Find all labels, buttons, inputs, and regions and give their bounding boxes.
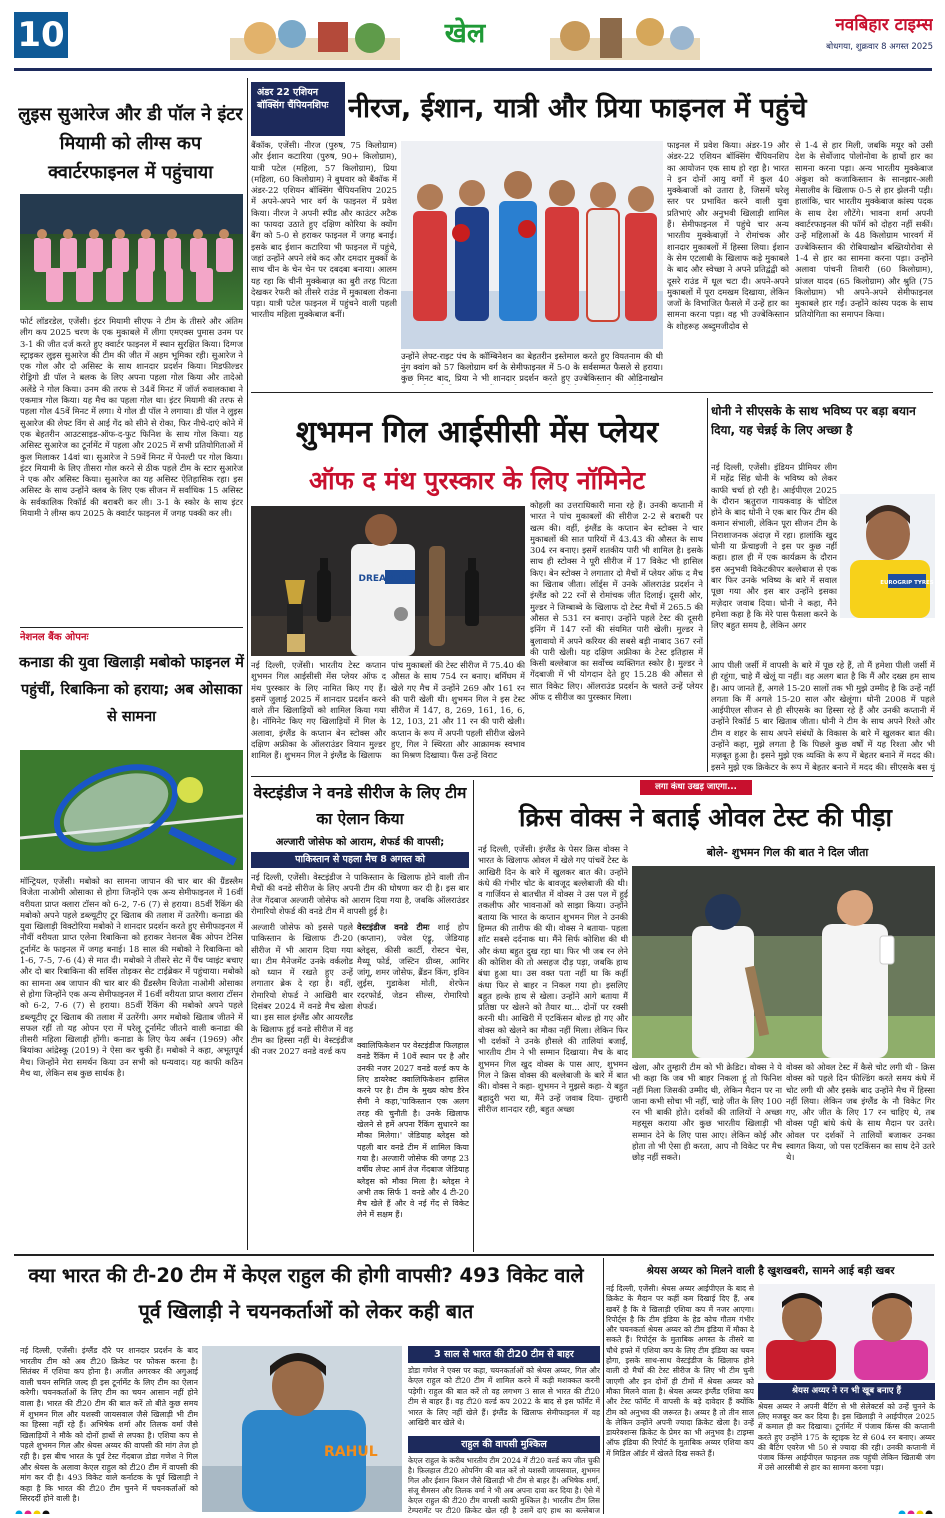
rahul-jersey-name: RAHUL	[324, 1444, 378, 1460]
tennis-body: मॉन्ट्रियल, एजेंसी। मबोको का सामना जापान की चार बार की ग्रैंडस्लैम विजेता नाओमी ओसाका से होगा जिन्होंने एक अन्य सेमीफाइनल में 16वीं वरीयता प्राप्त क्लारा टॉसन को 6-2, 7-6 (7) से हराया। 85वीं रैंकिंग की मबोको अपने पहले डब्ल्यूटीए टूर खिताब की तलाश में उतरेंगी। कनाडा की युवा खिलाड़ी विक्टोरिया मबोको ने शानदार प्रदर्शन करते हुए सेमीफाइनल में नौवीं वरीयता प्राप्त एलेना रिबाकिना को हराकर नेशनल बैंक ओपन टेनिस टूर्नामेंट के फाइनल में जगह बनाई। 18 साल की मबोको ने रिबाकिना को 1-6, 7-5, 7-6 (4) से मात दी। मबोको ने तीसरे सेट में पैंच प्वाइंट बचाए और दो बार रिबाकिना की सर्विस तोड़कर सेट टाईब्रेकर में पहुंचाया। मबोको का सामना अब जापान की चार बार की ग्रैंडस्लैम विजेता नाओमी ओसाका से होगा जिन्होंने एक अन्य सेमीफाइनल में 16वीं वरीयता प्राप्त क्लारा टॉसन को 6-2, 7-6 (7) से हराया। 85वीं रैंकिंग की मबोको अपने पहले डब्ल्यूटीए टूर खिताब की तलाश में उतरेंगी। अगर मबोको खिताब जीतने में सफल रहीं तो यह ओपन एरा में घरेलू टूर्नामेंट जीतने वाली कनाडा की तीसरी महिला खिलाड़ी होंगी। कनाडा के लिए फेय अर्बन (1969) और बियांका आंद्रेस्कू (2019) ने ऐसा कर चुकी हैं। मबोको ने कहा, अभूतपूर्व मैच। जिन्होंने मेरा समर्थन किया उन सभी को धन्यवाद। यह काफी कठिन मैच था, लेकिन सब कुछ सार्थक है।	[20, 876, 243, 1079]
registration-marks	[14, 1504, 934, 1514]
suarez-headline: लुइस सुआरेज और डी पॉल ने इंटर मियामी को लीग्स कप क्वार्टरफाइनल में पहुंचाया	[18, 104, 243, 183]
iyer-box-title: श्रेयस अय्यर ने रन भी खूब बनाए हैं	[792, 1386, 901, 1396]
page-number-box	[14, 12, 68, 58]
rahul-box1-title: 3 साल से भारत की टी20 टीम से बाहर	[434, 1349, 574, 1360]
windies-sub1: अल्जारी जोसेफ को आराम, शेफर्ड की वापसी;	[275, 837, 445, 848]
boxing-col3: फाइनल में प्रवेश किया। अंडर-19 और अंडर-22 एशियन बॉक्सिंग चैंपियनशिप का आयोजन एक साथ हो रहा है। भारत ने इन दोनों आयु वर्गों में कुल 40 मुक्केबाजों को उतारा है, जिसमें घरेलू स्तर पर प्रभावित करने वाली युवा प्रतिभाएं और अनुभवी खिलाड़ी शामिल हैं। सेमीफाइनल में पहुंचे चार अन्य भारतीय मुक्केबाज़ों ने रोमांचक और शानदार मुकाबलों में हिस्सा लिया। ईशान के सेम एटलाबी के खिलाफ कड़े मुकाबले के बाद और स्वेच्छा ने अपने प्रतिद्वंद्वी को दूसरे राउंड में धूल चटा दी। अपने-अपने मुकाबलों में पूरा दमखम दिखाया, लेकिन जजों के विभाजित फैसले में उन्हें हार का सामना करना पड़ा। वह भी उज्बेकिस्तान के शोहरूह अब्दुमजीदोव से	[667, 140, 789, 331]
woakes-kicker: लगा कंधा उखड़ जाएगा...	[655, 782, 737, 792]
dhoni-body2: आप पीली जर्सी में वापसी के बारे में पूछ रहे हैं, तो मैं हमेशा पीली जर्सी में ही रहूंगा, चाहे मैं खेलूं या नहीं। वह अलग बात है कि मैं और दख्स हम साथ हैं। आप जानते हैं, अगले 15-20 सालों तक भी मुझे उम्मीद है कि उन्हें नहीं लगता कि मैं अगले 15-20 साल और खेलूंगा। धोनी 2008 में पहले आईपीएल सीजन से ही सीएसके का हिस्सा रहे हैं और उनकी कप्तानी में उन्होंने रिकॉर्ड 5 बार खिताब जीता। धोनी ने टीम के साथ अपने रिश्ते और टीम व शहर के साथ अपने संबंधों के विकास के बारे में खुलकर बात की। उन्होंने कहा, मुझे लगता है कि पिछले कुछ वर्षों में यह रिश्ता और भी मज़बूत हुआ है। इसने मुझे एक व्यक्ति के रूप में बेहतर बनाने में मदद की। इसने मुझे एक क्रिकेटर के रूप में बेहतर बनाने में मदद की। सीएसके बस यूं	[711, 660, 935, 772]
boxing-photo-caption: उन्होंने लेफ्ट-राइट पंच के कॉम्बिनेशन का बेहतरीन इस्तेमाल करते हुए वियतनाम की थी नुंग क्वांग को 57 किलोग्राम वर्ग के सेमीफाइनल में 5-0 के सर्वसम्मत फैसले से हराया। कुछ मिनट बाद, प्रिया ने भी शानदार प्रदर्शन करते हुए उज्बेकिस्तान की ओडिनाखोन	[401, 351, 663, 383]
rahul-photo	[202, 1346, 402, 1512]
suarez-team-photo	[20, 194, 243, 310]
dhoni-jersey-sponsor: EUROGRIP TYRES	[880, 580, 934, 586]
boxing-col4: से 1-4 से हार मिली, जबकि मयूर को उसी देश के सेर्वोजाद पोलोनोवा के हाथों हार का सामना करना पड़ा। अन्य भारतीय मुक्केबाज अंकुश को कजाकिस्तान के सानझार-अली मेसालीव के खिलाफ 0-5 से हार झेलनी पड़ी। हालांकि, चार भारतीय मुक्केबाज कांस्य पदक के साथ देश लौटेंगे। भावना शर्मा अपनी क्वार्टरफाइनल की फॉर्म को दोहरा नहीं सकीं। उन्हें महिलाओं के 48 किलोग्राम भारवर्ग में उज्बेकिस्तान की रोबियाखोन बख्तियोरोवा से 1-4 से हार का सामना करना पड़ा। उन्होंने अलावा पांचनी तिवारी (60 किलोग्राम), प्रांजल यादव (65 किलोग्राम) और श्रुति (75 किलोग्राम) भी अपने-अपने सेमीफाइनल मुकाबले हार गईं। उन्होंने कांस्य पदक के साथ प्रतियोगिता का समापन किया।	[795, 140, 933, 320]
windies-squad-title: वेस्टइंडीज वनडे टीमः	[357, 922, 430, 932]
rahul-box2-title: राहुल की वापसी मुश्किल	[461, 1439, 547, 1450]
rahul-box2-title-box	[408, 1436, 600, 1453]
windies-squad-list: शाई होप (कप्तान), ज्वेल एंड्रू, जेडियाह ब्लेड्स, कीसी कार्टी, रोस्टन चेस, मैथ्यू फोर्ड, जस्टिन ग्रीव्स, आमिर जांगू, शमर जोसेफ, ब्रैंडन किंग, इविन लुईस, गुडाकेश मोती, शेरफेन रदरफोर्ड, जेडन सील्स, रोमारियो शेफर्ड।	[357, 922, 469, 1012]
iyer-photo	[758, 1284, 935, 1380]
paper-name: नवबिहार टाइम्स	[835, 15, 933, 35]
boxing-kicker-box	[251, 82, 345, 136]
page-number: 10	[17, 15, 65, 55]
tennis-headline: कनाडा की युवा खिलाड़ी मबोको फाइनल में पहुंचीं, रिबाकिना को हराया; अब ओसाका से सामना	[19, 655, 244, 725]
rahul-box2-body: केएल राहुल के करीब भारतीय टीम 2024 में टी20 वर्ल्ड कप जीत चुकी है। फ़िलहाल टी20 ओपनिंग की बात करें तो यशस्वी जायसवाल, शुभमन गिल और ईशान किशन जैसे खिलाड़ी भी टीम से बाहर हैं। अभिषेक शर्मा, संजू सैमसन और तिलक वर्मा ने भी अब अपना दावा कर दिया है। ऐसे में केएल राहुल की टी20 टीम वापसी काफी मुश्किल है। भारतीय टीम लिस टेम्परामेंट पर टी20 क्रिकेट खेल रही है उसमें दाएं हाथ का बल्लेबाज	[408, 1456, 600, 1514]
windies-headline: वेस्टइंडीज ने वनडे सीरीज के लिए टीम का ऐलान किया	[253, 784, 467, 828]
windies-tail: क्वालिफिकेशन पर वेस्टइंडीज फिलहाल वनडे रैंकिंग में 10वें स्थान पर है और उनकी नजर 2027 वनडे वर्ल्ड कप के लिए डायरेक्ट क्वालिफिकेशन हासिल करने पर है। टीम के मुख्य कोच डैरेन सैमी ने कहा,'पाकिस्तान एक अलग तरह की चुनौती है। उनके खिलाफ खेलने से हमें अपना रैंकिंग सुधारने का मौका मिलेगा।' जेडियाह ब्लेड्स को पहली बार वनडे टीम में शामिल किया गया है। अल्जारी जोसेफ की जगह 23 वर्षीय लेफ्ट आर्म तेज गेंदबाज जेडियाह ब्लेड्स को मौका मिला है। ब्लेड्स ने अभी तक सिर्फ 1 वनडे और 4 टी-20 मैच खेले हैं और वे नई गेंद से विकेट लेने में सक्षम हैं।	[357, 1041, 469, 1220]
woakes-divider	[473, 780, 474, 1252]
dhoni-body1: नई दिल्ली, एजेंसी। इंडियन प्रीमियर लीग में महेंद्र सिंह धोनी के भविष्य को लेकर काफी चर्चा हो रही है। आईपीएल 2025 के दौरान ऋतुराज गायकवाड़ के चोटिल होने के बाद धोनी ने एक बार फिर टीम की कमान संभाली, लेकिन पूरा सीजन टीम के निराशाजनक अंदाज़ में रहा। हालांकि खुद धोनी या फ्रेंचाइजी ने इस पर कुछ नहीं कहा। हाल ही में एक कार्यक्रम के दौरान इस अनुभवी विकेटकीपर बल्लेबाज से एक बार फिर उनके भविष्य के बारे में सवाल पूछा गया और इस बार उन्होंने इसका मज़ेदार जवाब दिया। धोनी ने कहा, मैंने हमेशा कहा है कि मेरे पास फैसला करने के लिए बहुत समय है, लेकिन अगर	[711, 462, 837, 631]
gill-side-text: कोहली का उत्तराधिकारी माना रहे हैं। उनकी कप्तानी में भारत ने पांच मुकाबलों की सीरीज 2-2 से बराबरी पर खत्म की। वहीं, इंग्लैंड के कप्तान बेन स्टोक्स ने चार मुकाबलों की सात पारियों में 43.43 की औसत के साथ 304 रन बनाए। इसमें शतकीय पारी भी शामिल है। इसके साथ ही स्टोक्स ने पूरी सीरीज में 17 विकेट भी हासिल किए। बेन स्टोक्स ने लगातार दो मैचों में प्लेयर ऑफ द मैच का खिताब जीता। लॉर्ड्स में उनके ऑलराउंड प्रदर्शन ने इंग्लैंड को 22 रनों से रोमांचक जीत दिलाई। दूसरी ओर, मुल्डर ने जिम्बाब्वे के खिलाफ दो टेस्ट मैचों में 265.5 की औसत से 531 रन बनाए। उन्होंने पहले टेस्ट की दूसरी इनिंग में 147 रनों की संयमित पारी खेली। मुल्डर ने बुलावायो में अपने करियर की सबसे बड़ी नाबाद 367 रनों की पारी खेली। यह दक्षिण अफ्रीका के टेस्ट इतिहास में किसी बल्लेबाज का सर्वोच्च व्यक्तिगत स्कोर है। मुल्डर ने गेंदबाजी में भी योगदान देते हुए 15.28 की औसत से सात विकेट लिए। ऑलराउंड प्रदर्शन के चलते उन्हें प्लेयर ऑफ द सीरीज का पुरस्कार मिला।	[530, 500, 703, 703]
masthead-banner	[230, 8, 700, 64]
mid-rule	[251, 776, 933, 777]
dhoni-photo	[840, 494, 935, 618]
windies-sub2: पाकिस्तान से पहला मैच 8 अगस्त को	[295, 854, 425, 865]
woakes-kicker-box	[640, 780, 752, 795]
woakes-headline: क्रिस वोक्स ने बताई ओवल टेस्ट की पीड़ा	[519, 803, 892, 832]
windies-squad-box	[357, 922, 469, 1034]
rahul-box1-title-box	[408, 1346, 600, 1363]
iyer-headline: श्रेयस अय्यर को मिलने वाली है खुशखबरी, सामने आई बड़ी खबर	[646, 1265, 895, 1277]
dateline: बोधगया, शुक्रवार 8 अगस्त 2025	[826, 42, 933, 52]
iyer-body: नई दिल्ली, एजेंसी। श्रेयस अय्यर आईपीएल के बाद से क्रिकेट के मैदान पर कहीं कम दिखाई दिए हैं, अब खबरें है कि वे खिलाड़ी एशिया कप में नजर आएगा। रिपोर्ट्स है कि टीम इंडिया के हेड कोच गौतम गंभीर और चयनकर्ता श्रेयस अय्यर को टीम इंडिया में मौका दे सकते हैं। रिपोर्ट्स के मुताबिक अगस्त के तीसरे या चौथे हफ्ते में एशिया कप के लिए टीम इंडिया का चयन होगा, इसके साथ-साथ वेस्टइंडीज के खिलाफ होने वाली दो मैचों की टेस्ट सीरीज के लिए भी टीम चुनी जाएगी और इन दोनों ही टीमों में श्रेयस अय्यर को मौका मिलने वाला है। श्रेयस अय्यर इंग्लैंड एशिया कप और टेस्ट फॉर्मेट में वापसी के बड़े दावेदार हैं क्योंकि टीम को अनुभव की जरूरत है। अय्यर है तो तीन साल के लेकिन उन्होंने अपनी ज्यादा क्रिकेट खेला है। उन्हें डायरेक्शन्स क्रिकेट के प्रेमर का भी अनुभव है। टाइम्स ऑफ इंडिया की रिपोर्ट के मुताबिक अय्यर एशिया कप में मिडिल ऑर्डर में खेलते दिख सकते हैं।	[606, 1284, 754, 1458]
iyer-box-title-box	[758, 1383, 935, 1400]
boxing-headline: नीरज, ईशान, यात्री और प्रिया फाइनल में पहुंचे	[348, 93, 807, 124]
suarez-body: फोर्ट लॉडरडेल, एजेंसी। इंटर मियामी सीएफ ने टीम के तीसरे और अंतिम लीग कप 2025 चरण के एक मुकाबले में लीगा एमएक्स पुमास उनम पर 3-1 की जीत दर्ज करते हुए क्वार्टर फाइनल में स्थान सुरक्षित किया। दिग्गज स्ट्राइकर लुइस सुआरेज की टीम की जीत में अहम भूमिका रही। सुआरेज ने एक गोल और दो असिस्ट के साथ शानदार प्रदर्शन किया। मिडफील्डर रोड्रिगो डी पॉल ने बलक के लिए अपना पहला गोल किया और तादेओ अलेंडे ने गोल किया। उनम की तरफ से 34वें मिनट में जॉर्ज रुवालकाबा ने एकमात्र गोल किया। यह मैच का पहला गोल था। इंटर मियामी की तरफ से पहला गोल 45वें मिनट में लगा। ये गोल डी पॉल ने लगाया। डी पॉल ने लुइस सुआरेज की लेफ्ट विंग से आई गेंद को सीने से रोका, फिर नीचे-दाएं कोने में एक बेहतरीन आउटसाइड-ऑफ-द-फुट फिनिश के साथ गोल किया। यह असिस्ट सुआरेज का टूर्नामेंट में पहला और 2025 में सभी प्रतियोगिताओं में कुल मिलाकर 14वां था। सुआरेज ने 59वें मिनट में पेनल्टी पर गोल किया। इंटर मियामी के लिए तीसरा गोल करने से ठीक पहले टीम के स्टार सुआरेज ने एक और असिस्ट किया। सुआरेज का यह असिस्ट ऐतिहासिक रहा। इस असिस्ट के साथ उन्होंने क्लब के लिए एक सीजन में सर्वाधिक 15 असिस्ट के सर्वकालिक रिकॉर्ड की बराबरी कर ली। 3-1 के स्कोर के साथ इंटर मियामी ने लीग्स कप 2025 के क्वार्टर फाइनल में जगह पक्की कर ली।	[20, 316, 243, 519]
gill-body-col2: पांच मुकाबलों की टेस्ट सीरीज में 75.40 की औसत के साथ 754 रन बनाए। बर्मिंघम में खेले गए मैच में उन्होंने 269 और 161 रन की पारी खेली थी। शुभमन गिल ने इस टेस्ट सीरीज में 147, 8, 269, 161, 16, 6, 12, 103, 21 और 11 रन की पारी खेली। कप्तान के रूप में अपनी पहली सीरीज खेलने हुए, गिल ने स्थिरता और आक्रामक स्वभाव का मिश्रण दिखाया। फैंस उन्हें विराट	[391, 660, 525, 761]
windies-intro: नई दिल्ली, एजेंसी। वेस्टइंडीज ने पाकिस्तान के खिलाफ होने वाली तीन मैचों की वनडे सीरीज के लिए अपनी टीम की घोषणा कर दी है। इस बार तेज गेंदबाज अल्जारी जोसेफ को आराम दिया गया है, जबकि ऑलराउंडर रोमारियो शेफर्ड की वनडे टीम में वापसी हुई है।	[251, 872, 469, 916]
gill-body-col1: नई दिल्ली, एजेंसी। भारतीय टेस्ट कप्तान शुभमन गिल आईसीसी मेंस प्लेयर ऑफ द मंथ पुरस्कार के लिए नामित किए गए हैं। इसमें जुलाई 2025 में शानदार प्रदर्शन करने वाले तीन खिलाड़ियों को शामिल किया गया है। नॉमिनेट किए गए खिलाड़ियों में गिल के अलावा, इंग्लैंड के कप्तान बेन स्टोक्स और दक्षिण अफ्रीका के ऑलराउंडर वियान मुल्डर शामिल हैं। शुभमन गिल ने इंग्लैंड के खिलाफ	[251, 660, 386, 761]
rahul-body: नई दिल्ली, एजेंसी। इंग्लैंड दौरे पर शानदार प्रदर्शन के बाद भारतीय टीम को अब टी20 क्रिकेट पर फोकस करना है। सितंबर में एशिया कप होना है। अजीत अगरकर की अगुआई वाली चयन समिति जल्द ही इस टूर्नामेंट के लिए टीम का ऐलान करेगी। चयनकर्ताओं के लिए टीम का चयन आसान नहीं होने वाला है। भारत की टी20 टीम की बात करें तो बीते कुछ समय में शुभमन गिल और यशस्वी जायसवाल जैसे खिलाड़ी भी टीम का हिस्सा नहीं रहे हैं। अभिषेक शर्मा और तिलक वर्मा जैसे खिलाड़ियों ने मौके को दोनों हाथों से लपका है। एशिया कप से पहले शुभमन गिल और श्रेयस अय्यर की वापसी की मांग तेज हो रही है। इस बीच भारत के पूर्व टेस्ट गेंदबाज डोडा गणेश ने गिल और श्रेयस के अलावा केएल राहुल को टी20 टीम में वापसी की मांग कर दी है। 493 विकेट वाले कर्नाटक के पूर्व खिलाड़ी ने कहा है कि भारत की टी20 टीम चुनने में चयनकर्ताओं को सिरदर्दी होने वाली है।	[20, 1346, 198, 1504]
gill-trophy-photo	[251, 506, 525, 656]
woakes-subhead: बोले- शुभमन गिल की बात ने दिल जीता	[706, 846, 869, 859]
left-col-divider	[20, 627, 243, 628]
dhoni-divider	[707, 398, 708, 772]
gill-headline-line1: शुभमन गिल आईसीसी मेंस प्लेयर	[295, 415, 659, 450]
dhoni-headline: धोनी ने सीएसके के साथ भविष्य पर बड़ा बयान दिया, यह चेन्नई के लिए अच्छा है	[711, 404, 916, 437]
rahul-headline: क्या भारत की टी-20 टीम में केएल राहुल की होगी वापसी? 493 विकेट वाले पूर्व खिलाड़ी ने चयनकर्ताओं को लेकर कही बात	[28, 1264, 584, 1323]
main-column-divider	[247, 78, 248, 1250]
boxing-bottom-rule	[251, 392, 933, 393]
gill-headline-line2: ऑफ द मंथ पुरस्कार के लिए नॉमिनेट	[308, 466, 646, 495]
windies-col-a: अल्जारी जोसेफ को इससे पहले पाकिस्तान के खिलाफ टी-20 सीरीज में भी आराम दिया गया था। टीम मैनेजमेंट उनके वर्कलोड को ध्यान में रखते हुए उन्हें लगातार ब्रेक दे रहा है। वहीं, रोमारियो शेफर्ड ने आखिरी बार दिसंबर 2024 में वनडे मैच खेला था। इस साल इंग्लैंड और आयरलैंड के खिलाफ हुई वनडे सीरीज में वह टीम का हिस्सा नहीं थे। वेस्टइंडीज की नजर 2027 वनडे वर्ल्ड कप	[251, 922, 353, 1057]
boxing-team-photo	[401, 141, 663, 349]
iyer-divider	[603, 1258, 604, 1514]
woakes-photo	[632, 866, 935, 1058]
tennis-racket-photo	[20, 750, 243, 870]
boxing-kicker: अंडर 22 एशियन बॉक्सिंग चैंपियनशिपः	[257, 87, 329, 111]
rahul-box1-body: डोडा गणेश ने एक्स पर कहा, चयनकर्ताओं को श्रेयस अय्यर, गिल और केएल राहुल को टी20 टीम में शामिल करने में कड़ी मशक्कत करनी पड़ेगी। राहुल की बात करें तो वह लगभग 3 साल से भारत की टी20 टीम से बाहर हैं। वह टी20 वर्ल्ड कप 2022 के बाद से इस फॉर्मेट में भारत के लिए नहीं खेले हैं। इंग्लैंड के खिलाफ सेमीफाइनल में वह आखिरी बार खेले थे।	[408, 1366, 600, 1428]
boxing-col1: बैंकॉक, एजेंसी। नीरज (पुरुष, 75 किलोग्राम) और ईशान कटारिया (पुरुष, 90+ किलोग्राम), यात्री पटेल (महिला, 57 किलोग्राम), प्रिया (महिला, 60 किलोग्राम) ने बुधवार को बैंकॉक में अंडर-22 एशियन बॉक्सिंग चैंपियनशिप 2025 में अपने-अपने भार वर्ग के फाइनल में प्रवेश किया। नीरज ने अपनी स्पीड और काउंटर अटैक का फायदा उठाते हुए दक्षिण कोरिया के क्योंग बैंग को 5-0 से हराकर फाइनल में जगह बनाई। इसके बाद ईशान कटारिया भी फाइनल में पहुंचे, जहां उन्होंने अपने लंबे कद और दमदार मुक्कों के साथ चीन के चेन चेन पर दबदबा बनाया। आलम यह रहा कि चीनी मुक्केबाज़ का बुरी तरह पिटता देखकर रेफरी को तीसरे राउंड में मुकाबला रोकना पड़ा। यात्री पटेल फाइनल में पहुंचने वाली पहली भारतीय महिला मुक्केबाज बनीं।	[251, 140, 397, 320]
windies-sub2-box	[251, 852, 469, 868]
gill-jersey-sponsor: DREAM11	[358, 574, 408, 584]
woakes-photo-caption: वोक्स को ओवल टेस्ट में कैसे चोट लगी थी - क्रिस वोक्स को पहले दिन फील्डिंग करते समय कंधे में चोट लगी थी और इसके बाद उन्होंने मैच में हिस्सा नहीं लिया। लेकिन जब इंग्लैंड के नौ विकेट गिर गए, और जीत के लिए 17 रन चाहिए थे, तब वोक्स पट्टी बांधे कंधे के साथ मैदान पर उतरे। ओवल पर दर्शकों ने तालियों बजाकर उनका स्वागत किया, जो पस एटकिंसन का साथ देने उतरे थे।	[786, 1062, 935, 1163]
woakes-col2: खेला, और तुम्हारी टीम को भी क्रेडिट। वोक्स ने ये भी कहा कि जब भी बाहर निकला हूं तो फिनिश नहीं मिला जिसकी उम्मीद थी, लेकिन मैदान पर ना जाना कभी सोचा भी नहीं, चाहे जीत के लिए 100 रन भी बाकी होते। दर्शकों की तालियों ने अच्छा महसूस कराया और कुछ भारतीय खिलाड़ी भी सम्मान देने के लिए पास आए। लेकिन कोई और होता तो भी ऐसा ही करता, आप नौ विकेट पर मैच छोड़ नहीं सकते।	[632, 1062, 782, 1163]
bottom-section-rule	[14, 1254, 934, 1256]
woakes-col1: नई दिल्ली, एजेंसी। इंग्लैंड के पेसर क्रिस वोक्स ने भारत के खिलाफ ओवल में खेले गए पांचवें टेस्ट के आखिरी दिन के बारे में खुलकर बात की। उन्होंने कंधे की गंभीर चोट के बावजूद बल्लेबाजी की थी। व गार्जियन से बातचीत में वोक्स ने उस पल में हुई तकलीफ और भावनाओं को साझा किया। उन्होंने बताया कि भारत के कप्तान शुभमन गिल ने उनकी हिम्मत की तारीफ की थी। वोक्स ने बताया- पहला शॉट सबसे दर्दनाक था। मैंने सिर्फ कोशिश की थी और कंधा बहुत दुख रहा था। फिर भी जब रन लेने की कोशिश की तो असहज दौड़ पड़ा, जबकि हाथ बंधा हुआ था। उस वक्त पता नहीं था कि कहीं कंधा फिर से बाहर न निकल गया हो। इसलिए बहुत हल्के हाथ से खेला। उन्होंने आगे बताया मैं प्रतिष्ठा पर खेलने को तैयार था... दोनों पर रक्सी करनी थी। आखिरी में एटकिंसन बोल्ड हो गए और वोक्स को खेलने का मौका नहीं मिला। लेकिन फिर भी दर्शकों ने उनके हौसले की तालियां बजाईं, भारतीय टीम ने भी सम्मान दिखाया। मैच के बाद शुभमन गिल खुद वोक्स के पास आए, शुभमन गिल ने क्रिस वोक्स की बल्लेबाजी के बारे में बात की। वोक्स ने कहा- शुभमन ने मुझसे कहा- ये बहुत बहादुरी भरा था, मैंने उन्हें जवाब दिया- तुम्हारी सीरीज शानदार रही, बहुत अच्छा	[478, 844, 628, 1114]
masthead-rule	[14, 68, 932, 71]
iyer-box-body: श्रेयस अय्यर ने अपनी बैटिंग से भी सेलेक्टर्स को उन्हें चुनने के लिए मजबूर कर कर दिया है। इस खिलाड़ी ने आईपीएल 2025 में कमाल ही कर दिखाया। टूर्नामेंट में पंजाब किंग्स की कप्तानी करते हुए उन्होंने 175 के स्ट्राइक रेट से 604 रन बनाए। अय्यर की बैटिंग एवरेज भी 50 से ज्यादा की रही। उनकी कप्तानी में पंजाब किंग्स आईपीएल फाइनल तक पहुंची लेकिन खिताबी जंग में उसे आरसीबी से हार का सामना करना पड़ा।	[758, 1402, 935, 1473]
section-title: खेल	[444, 18, 486, 49]
tennis-kicker: नेशनल बैंक ओपनः	[20, 632, 89, 643]
